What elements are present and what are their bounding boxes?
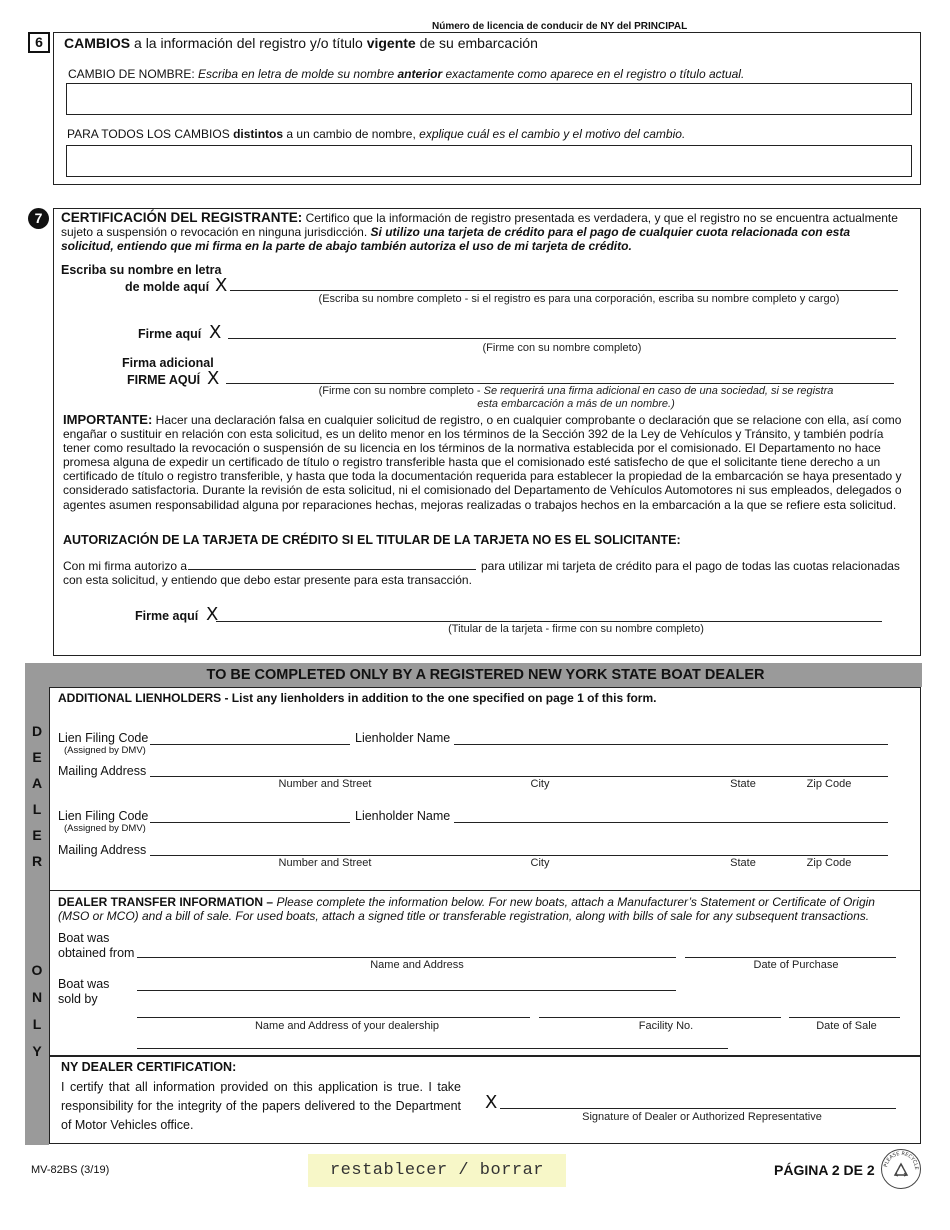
number-street-caption-1: Number and Street <box>278 778 372 790</box>
side-letter-o: O <box>31 962 43 978</box>
date-of-sale-field[interactable] <box>789 1017 900 1018</box>
lienholder-name-label-1: Lienholder Name <box>355 731 451 745</box>
ny-dealer-certification-title: NY DEALER CERTIFICATION: <box>61 1060 237 1074</box>
lien-filing-code-field-2[interactable] <box>150 822 350 823</box>
print-name-label-line2: de molde aquí <box>125 280 210 294</box>
mailing-address-label-1: Mailing Address <box>58 764 147 778</box>
sold-by-label-1: Boat was <box>58 977 110 991</box>
lienholders-divider <box>49 890 921 891</box>
recycle-icon <box>880 1148 922 1190</box>
lien-filing-code-field-1[interactable] <box>150 744 350 745</box>
side-letter-d: D <box>31 723 43 739</box>
date-of-purchase-caption: Date of Purchase <box>753 959 839 971</box>
ny-dealer-certification-text: I certify that all information provided on this application is true. I take responsibility for the integrity of the papers delivered to the Department of Motor Vehicles office. <box>61 1080 461 1132</box>
principal-license-label: Número de licencia de conducir de NY del PRINCIPAL <box>432 21 688 32</box>
credit-card-auth-text-2: para utilizar mi tarjeta de crédito para el pago de todas las cuotas relacionadas <box>481 559 900 573</box>
side-letter-l2: L <box>32 1016 42 1032</box>
side-letter-r: R <box>31 853 43 869</box>
signature-caption: (Firme con su nombre completo) <box>482 342 642 354</box>
assigned-by-dmv-2: (Assigned by DMV) <box>64 823 146 834</box>
number-street-caption-2: Number and Street <box>278 857 372 869</box>
additional-signature-caption-1: (Firme con su nombre completo - Se requerirá una firma adicional en caso de una sociedad, si se registra <box>318 385 834 397</box>
additional-signature-caption-2: esta embarcación a más de un nombre.) <box>477 398 675 410</box>
state-caption-1: State <box>730 778 756 790</box>
certification-divider <box>49 1055 921 1057</box>
dealer-signature-line[interactable] <box>500 1108 896 1109</box>
date-of-sale-caption: Date of Sale <box>816 1020 877 1032</box>
mailing-address-field-2[interactable] <box>150 855 888 856</box>
side-letter-l: L <box>32 801 42 817</box>
other-changes-field[interactable] <box>66 145 912 177</box>
dealership-name-address-field[interactable] <box>137 1017 530 1018</box>
zip-caption-1: Zip Code <box>806 778 852 790</box>
side-letter-e2: E <box>32 827 42 843</box>
facility-number-caption: Facility No. <box>638 1020 694 1032</box>
lien-filing-code-label-1: Lien Filing Code <box>58 731 149 745</box>
mailing-address-label-2: Mailing Address <box>58 843 147 857</box>
name-change-label: CAMBIO DE NOMBRE: Escriba en letra de molde su nombre anterior exactamente como aparece en el registro o título actual. <box>68 67 745 81</box>
sold-by-field-1[interactable] <box>137 990 676 991</box>
print-name-label-line1: Escriba su nombre en letra <box>61 263 222 277</box>
section-6-title: CAMBIOS a la información del registro y/o título vigente de su embarcación <box>64 35 538 51</box>
additional-signature-label-line1: Firma adicional <box>122 356 214 370</box>
dealer-banner <box>25 663 922 687</box>
lienholder-name-label-2: Lienholder Name <box>355 809 451 823</box>
obtained-from-label-2: obtained from <box>58 946 135 960</box>
dealer-transfer-info: DEALER TRANSFER INFORMATION – Please complete the information below. For new boats, attach a Manufacturer’s Statement or Certificate of Origin (MSO or MCO) and a bill of sale. For used boats, attach a signed title or transferable registration, along with bills of sale for any subsequent transactions. <box>58 895 875 923</box>
credit-card-auth-text-3: con esta solicitud, y entiendo que debo estar presente para esta transacción. <box>63 573 472 587</box>
sold-by-label-2: sold by <box>58 992 98 1006</box>
mailing-address-field-1[interactable] <box>150 776 888 777</box>
other-changes-label: PARA TODOS LOS CAMBIOS distintos a un cambio de nombre, explique cuál es el cambio y el motivo del cambio. <box>67 127 686 141</box>
side-letter-y: Y <box>32 1043 42 1059</box>
section-7-number: 7 <box>28 208 49 229</box>
state-caption-2: State <box>730 857 756 869</box>
dealer-signature-caption: Signature of Dealer or Authorized Representative <box>582 1111 822 1123</box>
assigned-by-dmv-1: (Assigned by DMV) <box>64 745 146 756</box>
registrant-certification: CERTIFICACIÓN DEL REGISTRANTE: Certifico que la información de registro presentada es verdadera, y que el registro no se encuentra actualmente sujeto a suspensión o revocación en ninguna jurisdicción. Si utilizo una tarjeta de crédito para el pago de cualquier cuota relacionada con esta solicitud, entiendo que mi firma en la parte de abajo también autoriza el uso de mi tarjeta de crédito. <box>61 210 898 253</box>
additional-signature-x-mark: X <box>207 368 220 389</box>
obtained-from-name-address-field[interactable] <box>137 957 676 958</box>
authorized-person-line[interactable] <box>188 569 476 570</box>
name-address-caption: Name and Address <box>370 959 464 971</box>
print-name-x-mark: X <box>215 275 228 296</box>
facility-number-field[interactable] <box>539 1017 781 1018</box>
cardholder-x-mark: X <box>206 604 219 625</box>
cardholder-signature-caption: (Titular de la tarjeta - firme con su nombre completo) <box>448 623 704 635</box>
lien-filing-code-label-2: Lien Filing Code <box>58 809 149 823</box>
side-letter-n: N <box>31 989 43 1005</box>
lienholder-name-field-1[interactable] <box>454 744 888 745</box>
recycle-text: PLEASE RECYCLE <box>883 1150 920 1170</box>
form-code: MV-82BS (3/19) <box>31 1164 110 1176</box>
credit-card-auth-text-1: Con mi firma autorizo a <box>63 559 188 573</box>
print-name-caption: (Escriba su nombre completo - si el registro es para una corporación, escriba su nombre completo y cargo) <box>318 293 840 305</box>
side-letter-a: A <box>31 775 43 791</box>
dealer-banner-text: TO BE COMPLETED ONLY BY A REGISTERED NEW YORK STATE BOAT DEALER <box>206 667 765 683</box>
sign-here-x-mark: X <box>209 322 222 343</box>
additional-lienholders-title: ADDITIONAL LIENHOLDERS - List any lienholders in addition to the one specified on page 1 of this form. <box>58 691 657 705</box>
additional-signature-label-line2: FIRME AQUÍ <box>127 373 201 387</box>
date-of-purchase-field[interactable] <box>685 957 896 958</box>
side-letter-e: E <box>32 749 42 765</box>
sold-by-field-3[interactable] <box>137 1048 728 1049</box>
important-notice: IMPORTANTE: Hacer una declaración falsa en cualquier solicitud de registro, o en cualquier comprobante o declaración que se relacione con ella, así como engañar o sustituir en relación con esta solicitud, es un delito menor en los términos de la Sección 392 de la Ley de Vehículos y Tránsito, y también podría tener como resultado la revocación o suspensión de su licencia en los términos de la normativa establecida por el comisionado. El Departamento no hace promesa alguna de expedir un certificado de título o registro transferible hasta que el comisionado esté satisfecho de que el solicitante tiene derecho a un certificado de título o registro transferible, y hasta que toda la documentación requerida para establecer la propiedad de la embarcación se haya presentado y considerado satisfactoria. Durante la revisión de esta solicitud, ni el comisionado del Departamento de Vehículos Automotores ni sus empleados, delegados o agentes asumen responsabilidad alguna por reparaciones hechas, mejoras realizadas o trabajos hechos en la embarcación a la que se refiere esta solicitud. <box>63 412 902 512</box>
cardholder-signature-line[interactable] <box>216 621 882 622</box>
zip-caption-2: Zip Code <box>806 857 852 869</box>
page-number: PÁGINA 2 DE 2 <box>774 1162 875 1178</box>
cardholder-sign-label: Firme aquí <box>135 609 199 623</box>
reset-clear-button[interactable]: restablecer / borrar <box>308 1154 566 1187</box>
obtained-from-label-1: Boat was <box>58 931 110 945</box>
city-caption-1: City <box>530 778 550 790</box>
signature-line[interactable] <box>228 338 896 339</box>
credit-card-auth-title: AUTORIZACIÓN DE LA TARJETA DE CRÉDITO SI EL TITULAR DE LA TARJETA NO ES EL SOLICITANTE: <box>63 533 681 547</box>
previous-name-field[interactable] <box>66 83 912 115</box>
additional-signature-line[interactable] <box>226 383 894 384</box>
dealership-caption: Name and Address of your dealership <box>254 1020 440 1032</box>
print-name-line[interactable] <box>230 290 898 291</box>
lienholder-name-field-2[interactable] <box>454 822 888 823</box>
sign-here-label: Firme aquí <box>138 327 202 341</box>
section-6-number: 6 <box>28 32 50 53</box>
dealer-x-mark: X <box>485 1092 498 1113</box>
city-caption-2: City <box>530 857 550 869</box>
